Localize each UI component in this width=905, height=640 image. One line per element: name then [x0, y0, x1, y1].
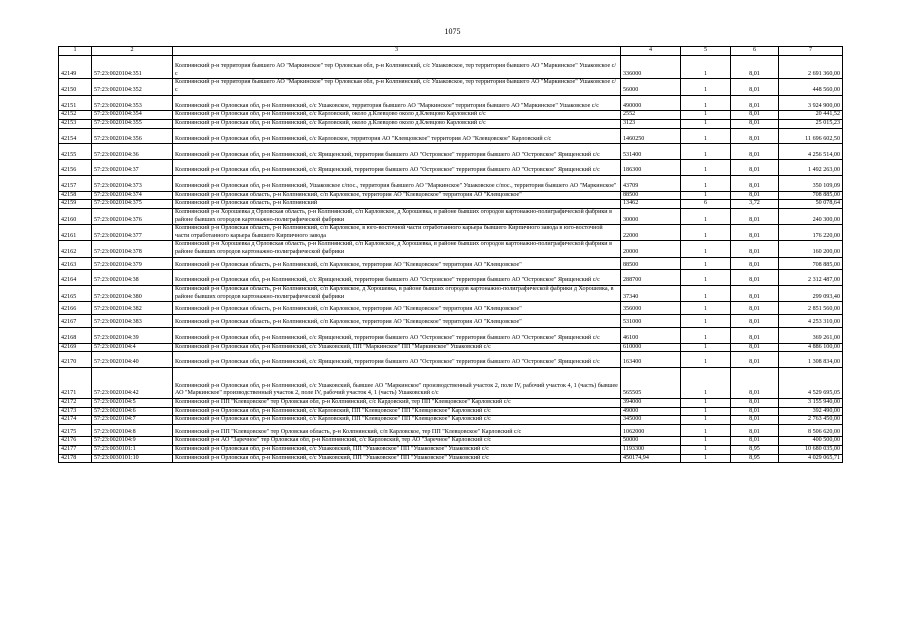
cadastral-number: 57:23:0020104:351	[92, 56, 173, 79]
table-row	[59, 343, 843, 352]
rate-value: 8,01	[731, 270, 779, 286]
count-value: 1	[681, 343, 731, 352]
rate-value: 8,01	[731, 302, 779, 315]
cadastral-number: 57:23:0020104:9	[92, 437, 173, 446]
cadastral-number: 57:23:0020104:382	[92, 302, 173, 315]
area-value: 88500	[621, 257, 681, 270]
count-value: 1	[681, 241, 731, 257]
cadastral-number: 57:23:0020104:379	[92, 257, 173, 270]
cadastral-value: 3 155 940,00	[779, 398, 843, 407]
cadastral-number: 57:23:0020104:39	[92, 327, 173, 343]
col-header: 3	[173, 47, 621, 56]
count-value: 1	[681, 111, 731, 120]
cadastral-number: 57:23:0020104:378	[92, 241, 173, 257]
row-number: 42149	[59, 56, 92, 79]
table-row	[59, 437, 843, 446]
row-number: 42174	[59, 416, 92, 425]
cadastral-value: 160 200,00	[779, 241, 843, 257]
row-number: 42167	[59, 314, 92, 327]
row-number: 42156	[59, 160, 92, 176]
col-header: 2	[92, 47, 173, 56]
table-row	[59, 257, 843, 270]
area-value: 1460250	[621, 128, 681, 144]
rate-value: 8,01	[731, 144, 779, 160]
rate-value: 8,01	[731, 407, 779, 416]
count-value: 1	[681, 314, 731, 327]
location-description: Колпнянский р-н Орловская обл, р-н Колпнянский, Ушаковское с/пос., территория бывшего АО "Маркинское" Ушаковское с/пос., территория бывшего АО "Маркинское"	[173, 175, 621, 191]
count-value: 1	[681, 446, 731, 455]
table-row	[59, 208, 843, 224]
location-description: Колпнянский р-н территория бывшего АО "Маркинское" тер Орловская обл, р-н Колпнянский, с/с Ушаковское, тер территория бывшего АО "Маркинское" Ушаковское с/с	[173, 79, 621, 95]
row-number: 42166	[59, 302, 92, 315]
table-row	[59, 446, 843, 455]
cadastral-number: 57:23:0020104:8	[92, 424, 173, 437]
table-row	[59, 56, 843, 79]
location-description: Колпнянский р-н Хорошевка д Орловская область, р-н Колпнянский, с/п Карловское, д Хорошевка, в районе бывших огородов картонажно-полиграфической фабрики в районе бывших огородов картонажно-полиграфической фабрики	[173, 208, 621, 224]
rate-value: 8,01	[731, 191, 779, 200]
rate-value: 8,01	[731, 352, 779, 368]
table-row	[59, 398, 843, 407]
table-row	[59, 225, 843, 241]
table-row	[59, 160, 843, 176]
count-value: 1	[681, 79, 731, 95]
rate-value: 8,01	[731, 286, 779, 302]
table-row	[59, 79, 843, 95]
area-value: 531000	[621, 314, 681, 327]
count-value: 1	[681, 119, 731, 128]
area-value: 356000	[621, 302, 681, 315]
location-description: Колпнянский р-н Орловская обл, р-н Колпнянский, с/с Ушаковский, ПП "Ушаковское" ПП "Ушаковское" Ушаковский с/с	[173, 446, 621, 455]
rate-value: 8,01	[731, 56, 779, 79]
land-registry-table	[58, 46, 843, 463]
count-value: 1	[681, 302, 731, 315]
row-number: 42158	[59, 191, 92, 200]
cadastral-value: 299 093,40	[779, 286, 843, 302]
rate-value: 8,01	[731, 424, 779, 437]
table-row	[59, 286, 843, 302]
area-value: 37340	[621, 286, 681, 302]
count-value: 1	[681, 407, 731, 416]
location-description: Колпнянский р-н Орловская обл, р-н Колпнянский, с/с Карловский, около д.Клевцово около д.Клевцово Карловский с/с	[173, 119, 621, 128]
rate-value: 8,01	[731, 437, 779, 446]
area-value: 49000	[621, 407, 681, 416]
count-value: 1	[681, 416, 731, 425]
area-value: 20000	[621, 241, 681, 257]
location-description: Колпнянский р-н Орловская обл, р-н Колпнянский, с/с Ушаковское, территория бывшего АО "Маркинское" территория бывшего АО "Маркинское" Ушаковское с/с	[173, 95, 621, 111]
cadastral-value: 4 256 514,00	[779, 144, 843, 160]
table-row	[59, 302, 843, 315]
cadastral-value: 1 308 834,00	[779, 352, 843, 368]
count-value: 1	[681, 352, 731, 368]
count-value: 1	[681, 128, 731, 144]
location-description: Колпнянский р-н Орловская область, р-н Колпнянский	[173, 200, 621, 209]
cadastral-number: 57:23:0020104:373	[92, 175, 173, 191]
cadastral-number: 57:23:0020104:374	[92, 191, 173, 200]
cadastral-number: 57:23:0020104:376	[92, 208, 173, 224]
row-number: 42161	[59, 225, 92, 241]
location-description: Колпнянский р-н Хорошевка д Орловская область, р-н Колпнянский, с/п Карловское, д Хорошевка, в районе бывших огородов картонажно-полиграфической фабрики в районе бывших огородов картонажно-полиграфической фабрики	[173, 241, 621, 257]
cadastral-value: 3 924 900,00	[779, 95, 843, 111]
count-value: 1	[681, 144, 731, 160]
location-description: Колпнянский р-н ПП "Клевцовское" тер Орловская область, р-н Колпнянский, с/п Карловское, тер ПП "Клевцовское" Карловский с/с	[173, 424, 621, 437]
cadastral-value: 369 261,00	[779, 327, 843, 343]
cadastral-value: 11 696 602,50	[779, 128, 843, 144]
cadastral-number: 57:23:0020104:355	[92, 119, 173, 128]
count-value: 1	[681, 437, 731, 446]
rate-value: 8,01	[731, 398, 779, 407]
table-row	[59, 270, 843, 286]
area-value: 610000	[621, 343, 681, 352]
cadastral-number: 57:23:0020104:356	[92, 128, 173, 144]
location-description: Колпнянский р-н Орловская обл, р-н Колпнянский, с/с Ярищенский, территория бывшего АО "Островское" территория бывшего АО "Островское" Ярищенский с/с	[173, 352, 621, 368]
table-row	[59, 241, 843, 257]
cadastral-value: 2 691 360,00	[779, 56, 843, 79]
cadastral-number: 57:23:0020104:37	[92, 160, 173, 176]
area-value: 163400	[621, 352, 681, 368]
page-number: 1075	[444, 27, 461, 36]
location-description: Колпнянский р-н Орловская обл, р-н Колпнянский, с/с Ушаковский, бывшее АО "Маркинское" производственный участок 2, поле IV, рабочий участок 4, 1 (часть) бывшее АО "Маркинское" производственный участок 2, поле IV, рабочий участок 4, 1 (часть) Ушаковский с/с	[173, 367, 621, 398]
location-description: Колпнянский р-н Орловская обл, р-н Колпнянский, с/с Ярищенский, территория бывшего АО "Островское" территория бывшего АО "Островское" Ярищенский с/с	[173, 327, 621, 343]
row-number: 42165	[59, 286, 92, 302]
row-number: 42173	[59, 407, 92, 416]
rate-value: 8,01	[731, 128, 779, 144]
rate-value: 8,01	[731, 343, 779, 352]
area-value: 450174,94	[621, 454, 681, 463]
rate-value: 8,01	[731, 79, 779, 95]
table-row	[59, 111, 843, 120]
row-number: 42155	[59, 144, 92, 160]
location-description: Колпнянский р-н Орловская обл, р-н Колпнянский, с/с Карловский, ПП "Клевцовское" ПП "Клевцовское" Карловский с/с	[173, 416, 621, 425]
cadastral-number: 57:23:0020104:5	[92, 398, 173, 407]
count-value: 1	[681, 367, 731, 398]
row-number: 42170	[59, 352, 92, 368]
cadastral-number: 57:23:0020104:383	[92, 314, 173, 327]
cadastral-value: 708 885,00	[779, 191, 843, 200]
count-value: 1	[681, 257, 731, 270]
cadastral-number: 57:23:0020104:4	[92, 343, 173, 352]
rate-value: 8,01	[731, 95, 779, 111]
count-value: 1	[681, 208, 731, 224]
location-description: Колпнянский р-н Орловская область, р-н Колпнянский, с/п Карловское, д Хорошевка, в районе бывших огородов картонажно-полиграфической фабрики д Хорошевка, в районе бывших огородов картонажно-полиграфической фабрики	[173, 286, 621, 302]
rate-value: 8,01	[731, 225, 779, 241]
cadastral-value: 392 490,00	[779, 407, 843, 416]
cadastral-number: 57:23:0020104:40	[92, 352, 173, 368]
cadastral-number: 57:23:0020104:352	[92, 79, 173, 95]
count-value: 1	[681, 95, 731, 111]
location-description: Колпнянский р-н Орловская обл, р-н Колпнянский, с/с Ярищенский, территория бывшего АО "Островское" территория бывшего АО "Островское" Ярищенский с/с	[173, 160, 621, 176]
table-row	[59, 314, 843, 327]
location-description: Колпнянский р-н Орловская область, р-н Колпнянский, с/п Карловское, территория АО "Клевцовское" территория АО "Клевцовское"	[173, 314, 621, 327]
row-number: 42175	[59, 424, 92, 437]
area-value: 43709	[621, 175, 681, 191]
area-value: 2552	[621, 111, 681, 120]
col-header: 5	[681, 47, 731, 56]
location-description: Колпнянский р-н Орловская область, р-н Колпнянский, с/п Карловское, в юго-восточной части отработанного карьера бывшего Кирпичного завода в юго-восточной части отработанного карьера бывшего Кирпичного завода	[173, 225, 621, 241]
count-value: 1	[681, 270, 731, 286]
location-description: Колпнянский р-н ПП "Клевцовское" тер Орловская обл, р-н Колпнянский, с/с Кардовский, тер ПП "Клевцовское" Карловский с/с	[173, 398, 621, 407]
row-number: 42172	[59, 398, 92, 407]
table-row	[59, 191, 843, 200]
area-value: 3123	[621, 119, 681, 128]
rate-value: 8,01	[731, 160, 779, 176]
location-description: Колпнянский р-н Орловская обл, р-н Колпнянский, с/с Ярищенский, территория бывшего АО "Островское" территория бывшего АО "Островское" Ярищенский с/с	[173, 144, 621, 160]
location-description: Колпнянский р-н Орловская область, р-н Колпнянский, с/п Карловское, территория АО "Клевцовское" территория АО "Клевцовское"	[173, 191, 621, 200]
header-row	[59, 47, 843, 56]
cadastral-number: 57:23:0030101:1	[92, 446, 173, 455]
table-row	[59, 424, 843, 437]
row-number: 42162	[59, 241, 92, 257]
count-value: 1	[681, 56, 731, 79]
count-value: 1	[681, 286, 731, 302]
cadastral-number: 57:23:0020104:375	[92, 200, 173, 209]
cadastral-value: 176 220,00	[779, 225, 843, 241]
row-number: 42151	[59, 95, 92, 111]
row-number: 42159	[59, 200, 92, 209]
location-description: Колпнянский р-н Орловская обл, р-н Колпнянский, с/с Ушаковский, ПП "Ушаковское" ПП "Ушаковское" Ушаковский с/с	[173, 454, 621, 463]
count-value: 6	[681, 200, 731, 209]
table-row	[59, 95, 843, 111]
cadastral-value: 4 029 065,71	[779, 454, 843, 463]
count-value: 1	[681, 424, 731, 437]
location-description: Колпнянский р-н Орловская обл, р-н Колпнянский, с/с Карловский, ПП "Клевцовское" ПП "Клевцовское" Карловский с/с	[173, 407, 621, 416]
table-row	[59, 407, 843, 416]
table-row	[59, 144, 843, 160]
cadastral-value: 2 312 487,00	[779, 270, 843, 286]
cadastral-number: 57:23:0020104:6	[92, 407, 173, 416]
cadastral-number: 57:23:0020104:42	[92, 367, 173, 398]
count-value: 1	[681, 191, 731, 200]
cadastral-number: 57:23:0020104:38	[92, 270, 173, 286]
col-header: 6	[731, 47, 779, 56]
rate-value: 8,95	[731, 446, 779, 455]
cadastral-value: 2 763 450,00	[779, 416, 843, 425]
rate-value: 8,01	[731, 367, 779, 398]
area-value: 345000	[621, 416, 681, 425]
row-number: 42157	[59, 175, 92, 191]
cadastral-value: 2 851 560,00	[779, 302, 843, 315]
area-value: 46100	[621, 327, 681, 343]
count-value: 1	[681, 398, 731, 407]
count-value: 1	[681, 327, 731, 343]
location-description: Колпнянский р-н территория бывшего АО "Маркинское" тер Орловская обл, р-н Колпнянский, с/с Ушаковское, тер территория бывшего АО "Маркинское" Ушаковское с/с	[173, 56, 621, 79]
row-number: 42152	[59, 111, 92, 120]
rate-value: 8,01	[731, 257, 779, 270]
table-row	[59, 367, 843, 398]
row-number: 42164	[59, 270, 92, 286]
location-description: Колпнянский р-н Орловская область, р-н Колпнянский, с/п Карловское, территория АО "Клевцовское" территория АО "Клевцовское"	[173, 302, 621, 315]
table-row	[59, 454, 843, 463]
location-description: Колпнянский р-н Орловская область, р-н Колпнянский, с/п Карловское, территория АО "Клевцовское" территория АО "Клевцовское"	[173, 257, 621, 270]
count-value: 1	[681, 175, 731, 191]
area-value: 13462	[621, 200, 681, 209]
row-number: 42160	[59, 208, 92, 224]
cadastral-number: 57:23:0020104:353	[92, 95, 173, 111]
cadastral-value: 20 441,52	[779, 111, 843, 120]
cadastral-value: 1 492 263,00	[779, 160, 843, 176]
area-value: 1193300	[621, 446, 681, 455]
row-number: 42178	[59, 454, 92, 463]
col-header: 4	[621, 47, 681, 56]
location-description: Колпнянский р-н АО "Заречное" тер Орловская обл, р-н Колпнянский, с/с Карловский, тер АО "Заречное" Карловский с/с	[173, 437, 621, 446]
row-number: 42150	[59, 79, 92, 95]
row-number: 42168	[59, 327, 92, 343]
location-description: Колпнянский р-н Орловская обл, р-н Колпнянский, с/с Ушаковский, ПП "Маркинское" ПП "Маркинское" Ушаковский с/с	[173, 343, 621, 352]
rate-value: 8,01	[731, 416, 779, 425]
cadastral-value: 350 109,09	[779, 175, 843, 191]
cadastral-value: 8 506 620,00	[779, 424, 843, 437]
location-description: Колпнянский р-н Орловская обл, р-н Колпнянский, с/с Карловский, около д.Клевцово около д.Клевцово Карловский с/с	[173, 111, 621, 120]
location-description: Колпнянский р-н Орловская обл, р-н Колпнянский, с/с Ярищенский, территория бывшего АО "Островское" территория бывшего АО "Островское" Ярищенский с/с	[173, 270, 621, 286]
area-value: 22000	[621, 225, 681, 241]
cadastral-value: 4 886 100,00	[779, 343, 843, 352]
cadastral-number: 57:23:0020104:380	[92, 286, 173, 302]
table-row	[59, 119, 843, 128]
rate-value: 8,01	[731, 241, 779, 257]
area-value: 186300	[621, 160, 681, 176]
col-header: 7	[779, 47, 843, 56]
rate-value: 8,01	[731, 314, 779, 327]
cadastral-number: 57:23:0020104:354	[92, 111, 173, 120]
table-row	[59, 200, 843, 209]
row-number: 42177	[59, 446, 92, 455]
rate-value: 3,72	[731, 200, 779, 209]
area-value: 50000	[621, 437, 681, 446]
table-row	[59, 416, 843, 425]
cadastral-value: 25 015,23	[779, 119, 843, 128]
rate-value: 8,01	[731, 111, 779, 120]
cadastral-number: 57:23:0020104:7	[92, 416, 173, 425]
row-number: 42163	[59, 257, 92, 270]
count-value: 1	[681, 160, 731, 176]
cadastral-value: 240 300,00	[779, 208, 843, 224]
row-number: 42169	[59, 343, 92, 352]
table-row	[59, 327, 843, 343]
area-value: 30000	[621, 208, 681, 224]
cadastral-value: 708 885,00	[779, 257, 843, 270]
row-number: 42171	[59, 367, 92, 398]
area-value: 531400	[621, 144, 681, 160]
area-value: 56000	[621, 79, 681, 95]
area-value: 88500	[621, 191, 681, 200]
area-value: 288700	[621, 270, 681, 286]
area-value: 336000	[621, 56, 681, 79]
rate-value: 8,01	[731, 327, 779, 343]
cadastral-value: 10 680 035,00	[779, 446, 843, 455]
location-description: Колпнянский р-н Орловская обл, р-н Колпнянский, с/с Карловское, территория АО "Клевцовское" территория АО "Клевцовское" Карловский с/с	[173, 128, 621, 144]
cadastral-value: 448 560,00	[779, 79, 843, 95]
area-value: 1062000	[621, 424, 681, 437]
count-value: 1	[681, 454, 731, 463]
area-value: 490000	[621, 95, 681, 111]
rate-value: 8,01	[731, 208, 779, 224]
count-value: 1	[681, 225, 731, 241]
rate-value: 8,95	[731, 454, 779, 463]
area-value: 565505	[621, 367, 681, 398]
area-value: 394000	[621, 398, 681, 407]
cadastral-value: 4 529 695,05	[779, 367, 843, 398]
table-row	[59, 352, 843, 368]
cadastral-number: 57:23:0020104:377	[92, 225, 173, 241]
row-number: 42176	[59, 437, 92, 446]
table-row	[59, 128, 843, 144]
row-number: 42154	[59, 128, 92, 144]
cadastral-value: 4 253 310,00	[779, 314, 843, 327]
cadastral-value: 400 500,00	[779, 437, 843, 446]
col-header: 1	[59, 47, 92, 56]
cadastral-value: 50 078,64	[779, 200, 843, 209]
rate-value: 8,01	[731, 175, 779, 191]
cadastral-number: 57:23:0020104:36	[92, 144, 173, 160]
cadastral-number: 57:23:0030101:10	[92, 454, 173, 463]
table-row	[59, 175, 843, 191]
row-number: 42153	[59, 119, 92, 128]
rate-value: 8,01	[731, 119, 779, 128]
